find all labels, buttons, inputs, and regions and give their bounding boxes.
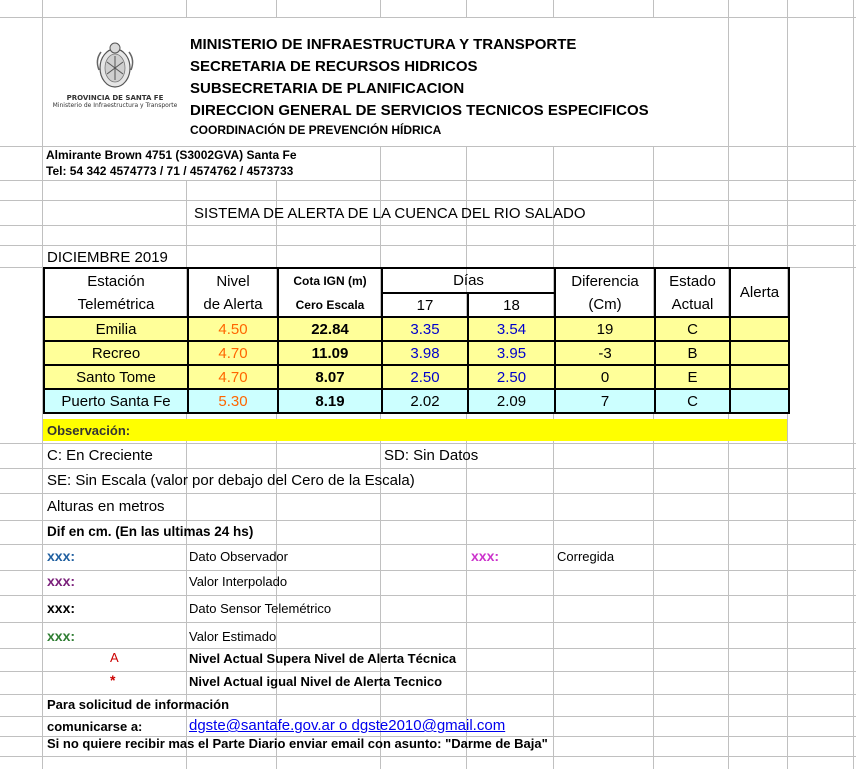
period-label: DICIEMBRE 2019: [47, 249, 168, 266]
level-day-17: 3.35: [382, 317, 468, 341]
ministry-name: MINISTERIO DE INFRAESTRUCTURA Y TRANSPORTE: [190, 36, 577, 53]
coordination-name: COORDINACIÓN DE PREVENCIÓN HÍDRICA: [190, 123, 442, 137]
address: Almirante Brown 4751 (S3002GVA) Santa Fe: [46, 148, 297, 162]
cota-ign: 22.84: [278, 317, 382, 341]
table-row: [44, 317, 789, 341]
header-telemetrica: Telemétrica: [44, 293, 188, 317]
header-day-17: 17: [382, 293, 468, 317]
station-name: Recreo: [44, 341, 188, 365]
observation-label: Observación:: [47, 423, 131, 438]
current-state: C: [655, 317, 730, 341]
level-day-18: 3.54: [468, 317, 555, 341]
legend-a-symbol: A: [110, 650, 119, 665]
table-row: [44, 365, 789, 389]
legend-star-symbol: *: [110, 672, 116, 688]
observation-bar: [43, 419, 787, 441]
logo-subtitle: Ministerio de Infraestructura y Transporte: [52, 102, 178, 109]
current-state: E: [655, 365, 730, 389]
legend-observado: Dato Observador: [189, 549, 288, 564]
header-alerta: Alerta: [730, 268, 789, 317]
level-day-17: 2.02: [382, 389, 468, 413]
note-sin-escala: SE: Sin Escala (valor por debajo del Cero de la Escala): [47, 472, 415, 489]
alert-level: 5.30: [188, 389, 278, 413]
difference-cm: 19: [555, 317, 655, 341]
level-day-18: 2.50: [468, 365, 555, 389]
station-name: Santo Tome: [44, 365, 188, 389]
header-diferencia: Diferencia: [555, 268, 655, 293]
level-day-18: 2.09: [468, 389, 555, 413]
legend-corregida: Corregida: [557, 549, 615, 564]
footer-unsubscribe: Si no quiere recibir mas el Parte Diario enviar email con asunto: "Darme de Baja": [47, 736, 548, 751]
header-dias: Días: [382, 268, 555, 293]
header-nivel: Nivel: [188, 268, 278, 293]
alert-cell: [730, 341, 789, 365]
alert-level: 4.70: [188, 365, 278, 389]
legend-a-text: Nivel Actual Supera Nivel de Alerta Técnica: [189, 651, 457, 666]
legend-estimado: Valor Estimado: [189, 629, 277, 644]
legend-marker-sensor: xxx:: [47, 600, 76, 616]
footer-comunicarse: comunicarse a:: [47, 719, 143, 734]
province-logo: [46, 40, 184, 120]
level-day-17: 3.98: [382, 341, 468, 365]
header-day-18: 18: [468, 293, 555, 317]
station-table: [43, 267, 790, 414]
header-estacion: Estación: [44, 268, 188, 293]
station-name: Puerto Santa Fe: [44, 389, 188, 413]
cota-ign: 11.09: [278, 341, 382, 365]
header-cm: (Cm): [555, 293, 655, 317]
current-state: C: [655, 389, 730, 413]
legend-marker-corregida: xxx:: [471, 548, 500, 564]
level-day-18: 3.95: [468, 341, 555, 365]
legend-marker-observado: xxx:: [47, 548, 76, 564]
cota-ign: 8.07: [278, 365, 382, 389]
station-name: Emilia: [44, 317, 188, 341]
header-cota: Cota IGN (m): [278, 268, 382, 293]
current-state: B: [655, 341, 730, 365]
secretariat-name: SECRETARIA DE RECURSOS HIDRICOS: [190, 58, 478, 75]
level-day-17: 2.50: [382, 365, 468, 389]
coat-of-arms-icon: [93, 40, 137, 92]
legend-marker-interpolado: xxx:: [47, 573, 76, 589]
header-actual: Actual: [655, 293, 730, 317]
alert-cell: [730, 389, 789, 413]
note-alturas: Alturas en metros: [47, 498, 165, 515]
header-de-alerta: de Alerta: [188, 293, 278, 317]
phone: Tel: 54 342 4574773 / 71 / 4574762 / 4573733: [46, 164, 294, 178]
alert-cell: [730, 317, 789, 341]
note-sin-datos: SD: Sin Datos: [384, 447, 479, 464]
alert-level: 4.50: [188, 317, 278, 341]
legend-sensor: Dato Sensor Telemétrico: [189, 601, 332, 616]
header-cero-escala: Cero Escala: [278, 293, 382, 317]
cota-ign: 8.19: [278, 389, 382, 413]
directorate-name: DIRECCION GENERAL DE SERVICIOS TECNICOS ESPECIFICOS: [190, 102, 649, 119]
footer-solicitud: Para solicitud de información: [47, 697, 230, 712]
legend-interpolado: Valor Interpolado: [189, 574, 288, 589]
difference-cm: -3: [555, 341, 655, 365]
subsecretariat-name: SUBSECRETARIA DE PLANIFICACION: [190, 80, 465, 97]
header-estado: Estado: [655, 268, 730, 293]
note-dif: Dif en cm. (En las ultimas 24 hs): [47, 524, 254, 539]
table-row: [44, 389, 789, 413]
difference-cm: 7: [555, 389, 655, 413]
logo-title: PROVINCIA DE SANTA FE: [66, 94, 164, 102]
alert-level: 4.70: [188, 341, 278, 365]
difference-cm: 0: [555, 365, 655, 389]
note-creciente: C: En Creciente: [47, 447, 153, 464]
legend-marker-estimado: xxx:: [47, 628, 76, 644]
table-row: [44, 341, 789, 365]
page-title: SISTEMA DE ALERTA DE LA CUENCA DEL RIO SALADO: [194, 205, 586, 222]
contact-email-link[interactable]: dgste@santafe.gov.ar o dgste2010@gmail.com: [189, 717, 506, 734]
alert-cell: [730, 365, 789, 389]
legend-star-text: Nivel Actual igual Nivel de Alerta Tecnico: [189, 674, 443, 689]
